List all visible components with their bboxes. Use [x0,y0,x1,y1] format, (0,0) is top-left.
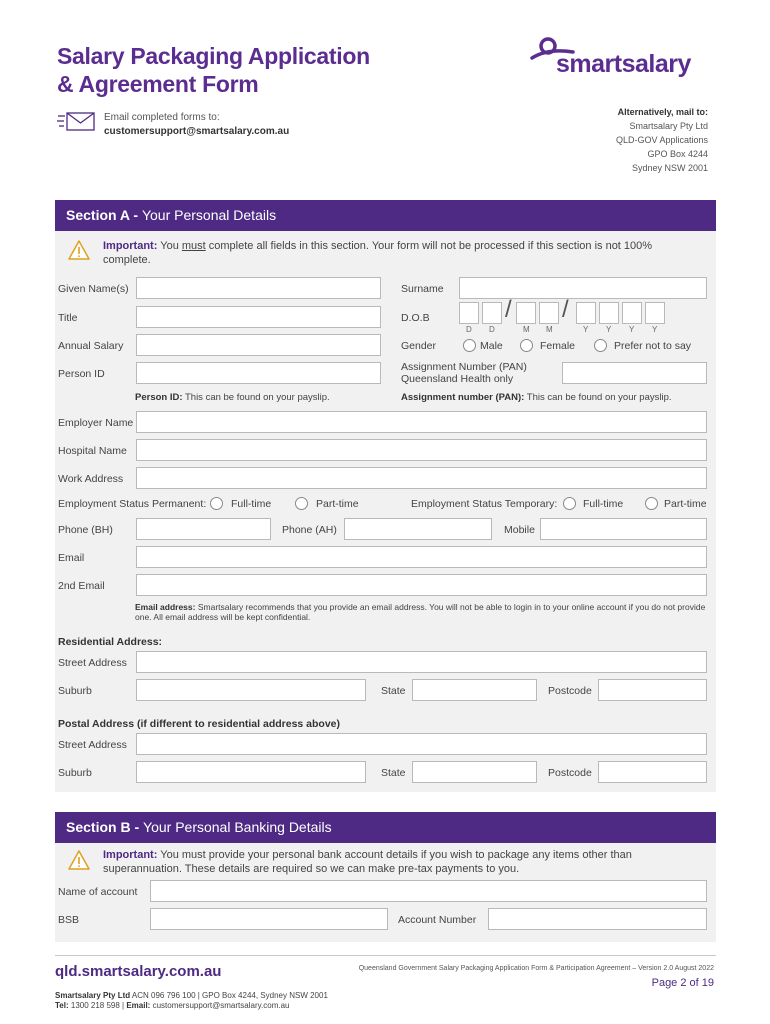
phone-ah-label: Phone (AH) [282,524,337,536]
permanent-full-time-label: Full-time [231,498,272,510]
bsb-label: BSB [58,914,80,926]
section-a-important-note: Important: You must complete all fields in this section. Your form will not be processed if this section is not 100% complete. [103,240,653,266]
emp-status-temporary-label: Employment Status Temporary: [411,498,558,510]
dob-hint: M [546,325,553,334]
person-id-label: Person ID [58,368,105,380]
smartsalary-logo: smartsalary [528,36,713,81]
gender-label: Gender [401,340,437,352]
work-address-label: Work Address [58,473,124,485]
dob-day-2[interactable] [482,302,502,324]
person-id-note: Person ID: This can be found on your payslip. [135,392,330,403]
title-input[interactable] [136,306,381,328]
email-label: Email [58,552,85,564]
temporary-part-time-label: Part-time [664,498,707,510]
residential-street-label: Street Address [58,657,127,669]
surname-label: Surname [401,283,444,295]
temporary-part-time-radio[interactable] [645,497,658,510]
dob-year-1[interactable] [576,302,596,324]
annual-salary-input[interactable] [136,334,381,356]
permanent-full-time-radio[interactable] [210,497,223,510]
gender-prefer-not-label: Prefer not to say [614,340,692,352]
residential-postcode-input[interactable] [598,679,707,701]
employer-name-input[interactable] [136,411,707,433]
section-b-important-note: Important: You must provide your personal bank account details if you wish to package any items other than superannuation. These details are required so we can make pre-tax payments to you. [103,849,632,875]
postal-state-label: State [381,767,406,779]
dob-year-3[interactable] [622,302,642,324]
dob-separator: / [562,296,569,323]
permanent-part-time-label: Part-time [316,498,359,510]
dob-year-4[interactable] [645,302,665,324]
given-names-label: Given Name(s) [58,283,129,295]
dob-label: D.O.B [401,312,430,324]
employer-name-label: Employer Name [58,417,134,429]
warning-icon [68,240,90,260]
postal-street-label: Street Address [58,739,127,751]
dob-hint: Y [606,325,612,334]
dob-hint: Y [629,325,635,334]
dob-hint: D [489,325,495,334]
postal-state-input[interactable] [412,761,537,783]
account-name-input[interactable] [150,880,707,902]
dob-month-2[interactable] [539,302,559,324]
postal-suburb-label: Suburb [58,767,92,779]
residential-state-label: State [381,685,406,697]
footer-divider [55,955,716,956]
phone-bh-label: Phone (BH) [58,524,113,536]
permanent-part-time-radio[interactable] [295,497,308,510]
dob-year-2[interactable] [599,302,619,324]
pan-note: Assignment number (PAN): This can be found on your payslip. [401,392,672,403]
mail-address-block: Alternatively, mail to: Smartsalary Pty Ltd QLD-GOV Applications GPO Box 4244 Sydney NSW 2001 [615,107,708,173]
residential-suburb-input[interactable] [136,679,366,701]
postal-postcode-label: Postcode [548,767,592,779]
footer-company-line: Smartsalary Pty Ltd ACN 096 796 100 | GPO Box 4244, Sydney NSW 2001 [55,991,328,1000]
gender-prefer-not-radio[interactable] [594,339,607,352]
residential-state-input[interactable] [412,679,537,701]
temporary-full-time-radio[interactable] [563,497,576,510]
residential-postcode-label: Postcode [548,685,592,697]
person-id-input[interactable] [136,362,381,384]
residential-address-heading: Residential Address: [58,636,163,648]
dob-month-1[interactable] [516,302,536,324]
footer-contact-line: Tel: 1300 218 598 | Email: customersupport@smartsalary.com.au [55,1001,290,1010]
mobile-input[interactable] [540,518,707,540]
email2-label: 2nd Email [58,580,105,592]
assignment-number-input[interactable] [562,362,707,384]
dob-hint: Y [583,325,589,334]
account-name-label: Name of account [58,886,138,898]
residential-suburb-label: Suburb [58,685,92,697]
dob-separator: / [505,296,512,323]
email-address[interactable]: customersupport@smartsalary.com.au [104,126,290,137]
emp-status-permanent-label: Employment Status Permanent: [58,498,207,510]
footer-form-reference: Queensland Government Salary Packaging Application Form & Participation Agreement – Version 2.0 August 2022 [358,965,714,972]
mobile-label: Mobile [504,524,535,536]
email-note: Email address: Smartsalary recommends that you provide an email address. You will not be able to login in to your online account if you do not provide one. All email address will be kept confidential. [135,602,706,622]
account-number-input[interactable] [488,908,707,930]
temporary-full-time-label: Full-time [583,498,624,510]
dob-hint: D [466,325,472,334]
account-number-label: Account Number [398,914,477,926]
dob-hint: M [523,325,530,334]
phone-ah-input[interactable] [344,518,492,540]
work-address-input[interactable] [136,467,707,489]
residential-street-input[interactable] [136,651,707,673]
assignment-number-label: Assignment Number (PAN) Queensland Health only [401,361,527,385]
page-number: Page 2 of 19 [651,977,714,989]
bsb-input[interactable] [150,908,388,930]
footer-website-link[interactable]: qld.smartsalary.com.au [55,963,222,980]
postal-suburb-input[interactable] [136,761,366,783]
dob-day-1[interactable] [459,302,479,324]
dob-hint: Y [652,325,658,334]
given-names-input[interactable] [136,277,381,299]
gender-female-label: Female [540,340,576,352]
section-b-header: Section B - Your Personal Banking Details [55,812,716,843]
email-icon [57,111,97,133]
hospital-name-label: Hospital Name [58,445,127,457]
postal-street-input[interactable] [136,733,707,755]
gender-female-radio[interactable] [520,339,533,352]
annual-salary-label: Annual Salary [58,340,124,352]
gender-male-label: Male [480,340,503,352]
page-title: Salary Packaging Application & Agreement Form [57,43,370,97]
gender-male-radio[interactable] [463,339,476,352]
section-a-header: Section A - Your Personal Details [55,200,716,231]
hospital-name-input[interactable] [136,439,707,461]
email-input[interactable] [136,546,707,568]
surname-input[interactable] [459,277,707,299]
phone-bh-input[interactable] [136,518,271,540]
email-label: Email completed forms to: [104,112,220,123]
postal-address-heading: Postal Address (if different to residential address above) [58,718,341,730]
email2-input[interactable] [136,574,707,596]
warning-icon [68,850,90,870]
title-label: Title [58,312,78,324]
postal-postcode-input[interactable] [598,761,707,783]
